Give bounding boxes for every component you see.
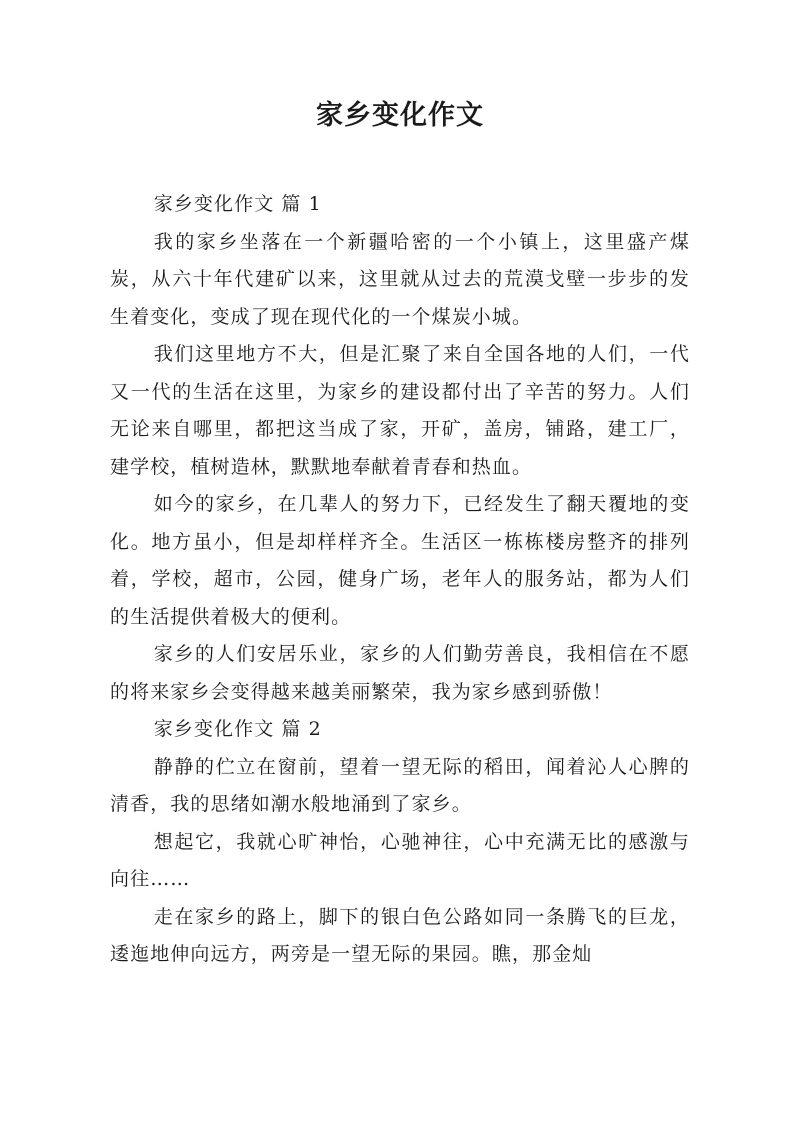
paragraph: 静静的伫立在窗前，望着一望无际的稻田，闻着沁人心脾的清香，我的思绪如潮水般地涌到了家乡。 [110, 755, 690, 815]
section-heading: 家乡变化作文 篇 1 [153, 193, 322, 215]
section-1 [110, 186, 690, 711]
section-heading: 家乡变化作文 篇 2 [153, 718, 322, 740]
section-2 [110, 711, 690, 974]
paragraph: 我们这里地方不大，但是汇聚了来自全国各地的人们，一代又一代的生活在这里，为家乡的建设都付出了辛苦的努力。人们无论来自哪里，都把这当成了家，开矿，盖房，铺路，建工厂，建学校，植树造林，默默地奉献着青春和热血。 [110, 343, 690, 478]
document-body [110, 186, 690, 974]
paragraph: 走在家乡的路上，脚下的银白色公路如同一条腾飞的巨龙，逶迤地伸向远方，两旁是一望无际的果园。瞧，那金灿 [110, 905, 690, 965]
document-title: 家乡变化作文 [316, 100, 484, 131]
paragraph: 如今的家乡，在几辈人的努力下，已经发生了翻天覆地的变化。地方虽小，但是却样样齐全。生活区一栋栋楼房整齐的排列着，学校，超市，公园，健身广场，老年人的服务站，都为人们的生活提供着极大的便利。 [110, 493, 690, 628]
paragraph: 想起它，我就心旷神怡，心驰神往，心中充满无比的感激与向往…… [110, 830, 690, 890]
paragraph: 我的家乡坐落在一个新疆哈密的一个小镇上，这里盛产煤炭，从六十年代建矿以来，这里就从过去的荒漠戈壁一步步的发生着变化，变成了现在现代化的一个煤炭小城。 [110, 230, 690, 328]
paragraph: 家乡的人们安居乐业，家乡的人们勤劳善良，我相信在不愿的将来家乡会变得越来越美丽繁荣，我为家乡感到骄傲！ [110, 643, 690, 703]
